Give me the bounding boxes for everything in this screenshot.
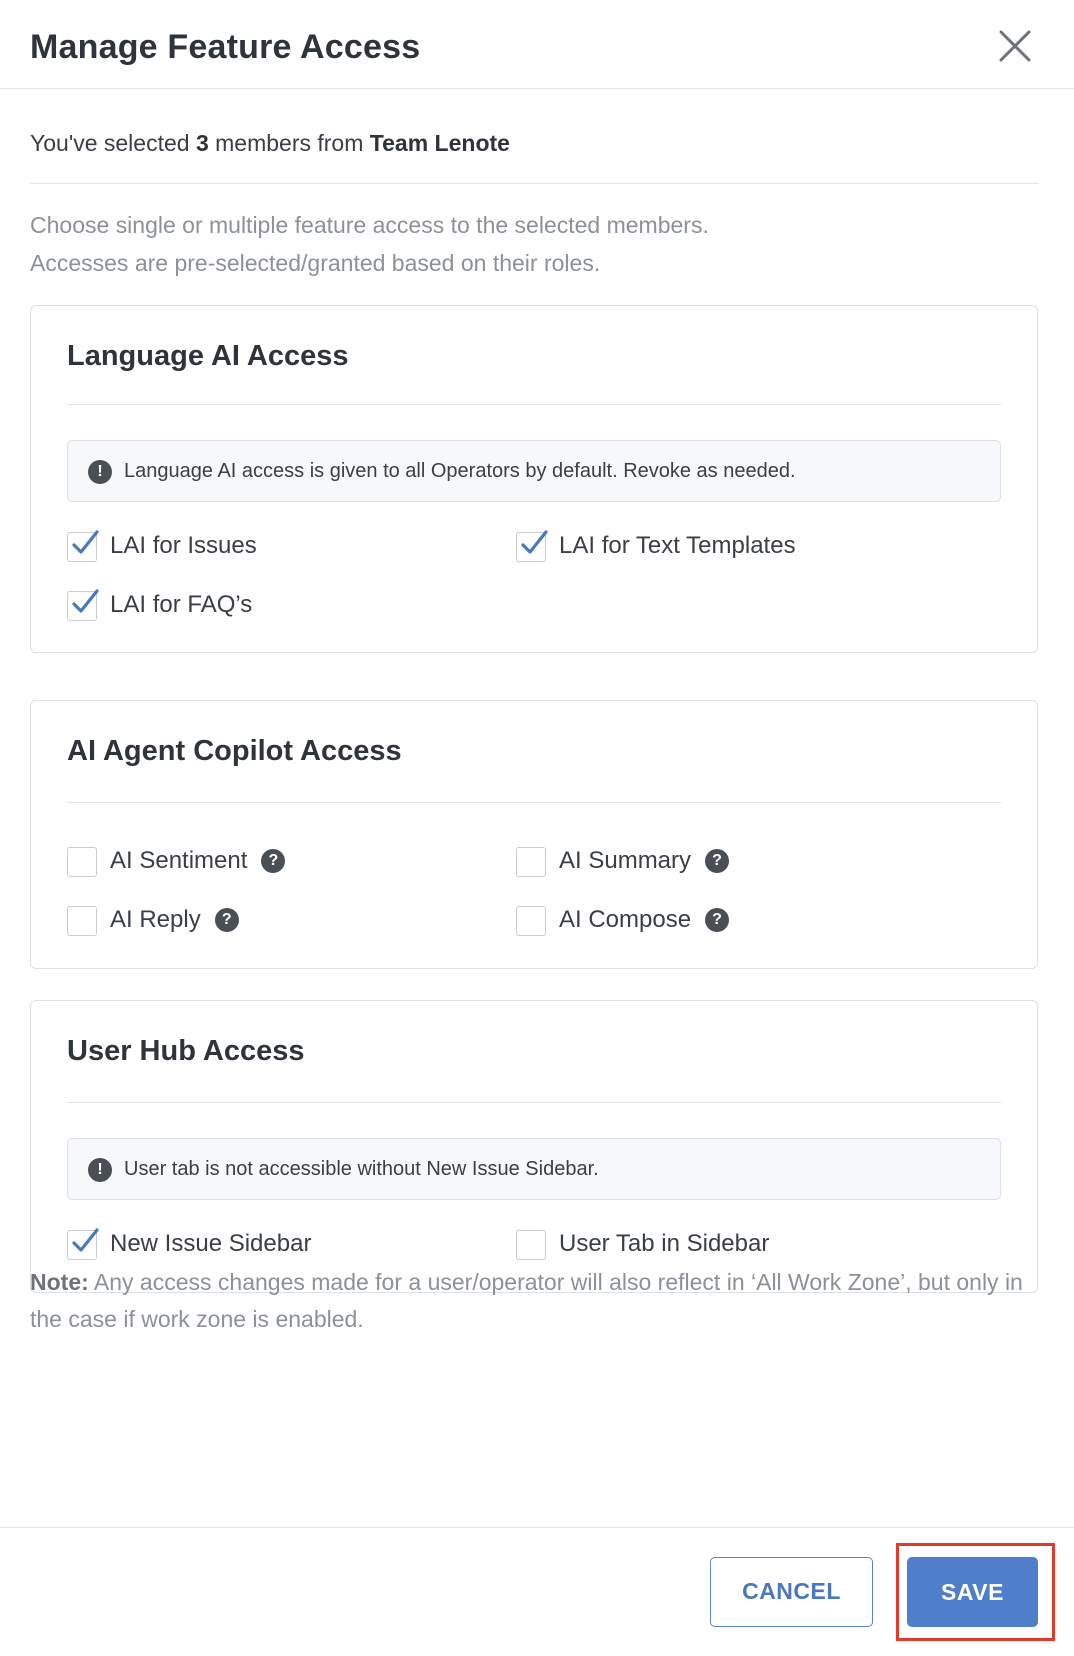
checkbox-label: New Issue Sidebar <box>110 1230 312 1257</box>
note-label: Note: <box>30 1269 89 1295</box>
checkbox[interactable] <box>516 906 546 936</box>
dialog-title: Manage Feature Access <box>30 28 421 66</box>
checkbox[interactable] <box>67 906 97 936</box>
footer-divider <box>0 1527 1074 1528</box>
selection-summary <box>30 130 510 157</box>
cancel-button[interactable]: CANCEL <box>710 1557 873 1627</box>
checkbox[interactable] <box>67 591 97 621</box>
card-title: Language AI Access <box>67 340 349 372</box>
save-button[interactable]: SAVE <box>907 1557 1038 1627</box>
checkbox-label: AI Compose ? <box>559 906 729 934</box>
note-body: Any access changes made for a user/operator will also reflect in ‘All Work Zone’, but only in the case if work zone is enabled. <box>30 1269 1023 1332</box>
notice-text: User tab is not accessible without New Issue Sidebar. <box>124 1158 599 1180</box>
card-title: AI Agent Copilot Access <box>67 735 402 767</box>
exclamation-icon: ! <box>88 1158 112 1182</box>
checkbox-label: LAI for Issues <box>110 532 257 559</box>
checkbox-label: AI Reply ? <box>110 906 239 934</box>
description-line-2: Accesses are pre-selected/granted based on their roles. <box>30 250 601 276</box>
user-hub-access-card <box>30 1000 1038 1293</box>
selection-prefix: You've selected <box>30 130 196 156</box>
help-icon[interactable]: ? <box>215 908 239 932</box>
ai-agent-copilot-access-card <box>30 700 1038 969</box>
team-name: Team Lenote <box>369 130 510 156</box>
checkbox-label: AI Summary ? <box>559 847 729 875</box>
checkbox[interactable] <box>67 1230 97 1260</box>
checkbox[interactable] <box>67 847 97 877</box>
selected-count: 3 <box>195 130 209 156</box>
help-icon[interactable]: ? <box>705 849 729 873</box>
description <box>30 206 709 282</box>
exclamation-icon: ! <box>88 460 112 484</box>
checkbox[interactable] <box>516 1230 546 1260</box>
card-divider <box>67 1102 1001 1103</box>
checkbox-label: LAI for Text Templates <box>559 532 796 559</box>
checkbox-label: AI Sentiment ? <box>110 847 285 875</box>
checkbox-label: LAI for FAQ’s <box>110 591 253 618</box>
language-ai-access-card <box>30 305 1038 653</box>
card-divider <box>67 404 1001 405</box>
divider <box>30 183 1039 184</box>
card-divider <box>67 802 1001 803</box>
dialog-header <box>0 0 1074 89</box>
card-title: User Hub Access <box>67 1035 305 1067</box>
note-text <box>30 1264 1040 1338</box>
checkbox[interactable] <box>516 532 546 562</box>
help-icon[interactable]: ? <box>261 849 285 873</box>
info-notice <box>67 440 1001 502</box>
close-icon[interactable] <box>997 28 1033 64</box>
notice-text: Language AI access is given to all Operators by default. Revoke as needed. <box>124 460 796 482</box>
checkbox-label: User Tab in Sidebar <box>559 1230 770 1257</box>
description-line-1: Choose single or multiple feature access to the selected members. <box>30 212 709 238</box>
checkbox[interactable] <box>516 847 546 877</box>
selection-middle: members from <box>208 130 370 156</box>
help-icon[interactable]: ? <box>705 908 729 932</box>
checkbox[interactable] <box>67 532 97 562</box>
info-notice <box>67 1138 1001 1200</box>
